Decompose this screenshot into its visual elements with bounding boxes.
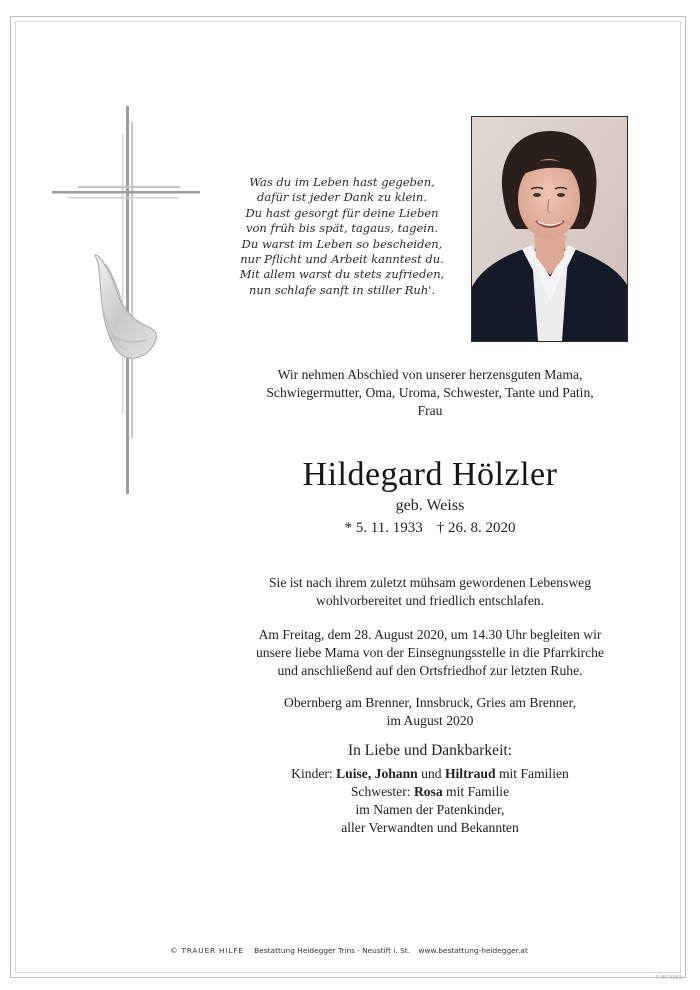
portrait-photo bbox=[471, 116, 628, 342]
life-dates bbox=[200, 520, 660, 537]
child-name: Hiltraud bbox=[444, 766, 496, 781]
poem-line: Du warst im Leben so bescheiden, bbox=[241, 236, 443, 251]
place-and-date bbox=[200, 694, 660, 730]
poem-line: Was du im Leben hast gegeben, bbox=[249, 175, 435, 189]
poem-line: von früh bis spät, tagaus, tagein. bbox=[245, 221, 439, 236]
funeral-paragraph bbox=[200, 626, 660, 680]
poem-line: dafür ist jeder Dank zu klein. bbox=[256, 190, 427, 205]
relatives-line: aller Verwandten und Bekannten bbox=[341, 820, 519, 835]
sibling-name: Rosa bbox=[413, 784, 443, 799]
paragraph-line: Am Freitag, dem 28. August 2020, um 14.30 Uhr begleiten wir bbox=[258, 627, 602, 642]
birth-date: * 5. 11. 1933 bbox=[344, 520, 423, 536]
poem-line: nur Pflicht und Arbeit kanntest du. bbox=[240, 252, 444, 267]
announcement-intro bbox=[200, 366, 660, 420]
intro-line: Frau bbox=[417, 403, 443, 418]
deceased-name: Hildegard Hölzler bbox=[302, 456, 558, 493]
paragraph-line: wohlvorbereitet und friedlich entschlafen. bbox=[316, 593, 544, 608]
place-line: Obernberg am Brenner, Innsbruck, Gries am Brenner, bbox=[284, 695, 576, 710]
conjunction: und bbox=[421, 766, 442, 781]
memorial-poem bbox=[232, 175, 452, 298]
children-line bbox=[200, 765, 660, 783]
godchildren-line: im Namen der Patenkinder, bbox=[355, 802, 505, 817]
poem-line: nun schlafe sanft in stiller Ruh'. bbox=[248, 282, 436, 297]
sibling-line bbox=[200, 783, 660, 801]
funeral-home: Bestattung Heidegger Trins · Neustift i. St. bbox=[254, 946, 411, 955]
paragraph-line: unsere liebe Mama von der Einsegnungsstelle in die Pfarrkirche bbox=[255, 645, 605, 660]
passing-paragraph bbox=[200, 574, 660, 610]
paragraph-line: und anschließend auf den Ortsfriedhof zur letzten Ruhe. bbox=[277, 663, 583, 678]
intro-line: Wir nehmen Abschied von unserer herzensguten Mama, bbox=[277, 367, 583, 382]
child-name: Johann bbox=[374, 766, 418, 781]
paragraph-line: Sie ist nach ihrem zuletzt mühsam gewordenen Lebensweg bbox=[269, 575, 591, 590]
mourners-list bbox=[200, 765, 660, 837]
death-date: † 26. 8. 2020 bbox=[436, 520, 516, 536]
maiden-name: geb. Weiss bbox=[395, 497, 465, 514]
children-suffix: mit Familien bbox=[498, 766, 569, 781]
sibling-suffix: mit Familie bbox=[446, 784, 510, 799]
poem-line: Mit allem warst du stets zufrieden, bbox=[239, 267, 445, 282]
poem-line: Du hast gesorgt für deine Lieben bbox=[245, 205, 439, 220]
date-line: im August 2020 bbox=[386, 713, 474, 728]
intro-line: Schwiegermutter, Oma, Uroma, Schwester, Tante und Patin, bbox=[266, 385, 594, 400]
document-code: © EP 9063 bbox=[654, 975, 682, 981]
thanks-heading: In Liebe und Dankbarkeit: bbox=[348, 742, 512, 759]
website-link[interactable]: www.bestattung-heidegger.at bbox=[418, 946, 528, 955]
child-name: Luise, bbox=[336, 766, 372, 781]
children-label: Kinder: bbox=[291, 766, 333, 781]
cross-with-praying-hands-icon bbox=[50, 104, 210, 498]
sibling-label: Schwester: bbox=[350, 784, 411, 799]
footer bbox=[16, 946, 682, 955]
brand-logo: © TRAUER HILFE bbox=[170, 946, 244, 955]
